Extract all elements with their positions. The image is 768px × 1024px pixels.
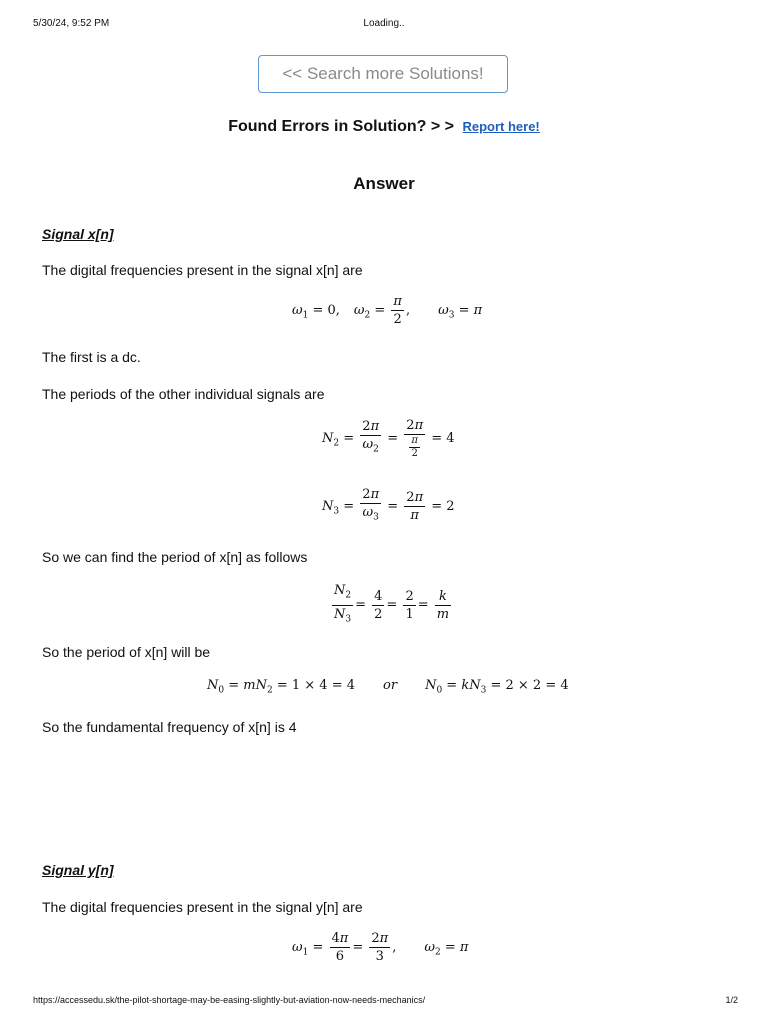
paragraph-x-find-period: So we can find the period of x[n] as follows bbox=[42, 549, 308, 565]
section-title-signal-x: Signal x[n] bbox=[42, 226, 114, 242]
paragraph-x-periods: The periods of the other individual signals are bbox=[42, 386, 325, 402]
paragraph-x-dc: The first is a dc. bbox=[42, 349, 141, 365]
paragraph-x-fundamental: So the fundamental frequency of x[n] is 4 bbox=[42, 719, 297, 735]
page-number: 1/2 bbox=[725, 995, 738, 1005]
found-errors-text: Found Errors in Solution? > > bbox=[228, 118, 455, 135]
equation-y-frequencies: $\omega_1$ = $\frac{4\pi}{6}$ = $\frac{2\pi}{3}$ , $\omega_2 = \pi$ bbox=[292, 931, 469, 964]
print-header bbox=[33, 18, 735, 32]
print-url: https://accessedu.sk/the-pilot-shortage-may-be-easing-slightly-but-aviation-now-needs-mechanics/ bbox=[33, 995, 426, 1005]
search-more-solutions-button[interactable]: << Search more Solutions! bbox=[258, 55, 508, 93]
paragraph-x-frequencies: The digital frequencies present in the signal x[n] are bbox=[42, 262, 363, 278]
section-title-signal-y: Signal y[n] bbox=[42, 862, 114, 878]
print-title: Loading.. bbox=[363, 18, 405, 29]
equation-n3: $N_3$ = $\frac{2\pi}{\omega_3}$ = $\frac{2\pi}{\pi}$ = 2 bbox=[322, 487, 455, 523]
print-datetime: 5/30/24, 9:52 PM bbox=[33, 18, 110, 29]
report-here-link[interactable]: Report here! bbox=[462, 119, 540, 134]
paragraph-y-frequencies: The digital frequencies present in the signal y[n] are bbox=[42, 899, 363, 915]
equation-x-frequencies: $\omega_1 = 0$, $\omega_2$ = $\frac{\pi}{2}$ , $\omega_3 = \pi$ bbox=[292, 294, 483, 327]
answer-heading: Answer bbox=[353, 174, 415, 193]
found-errors-line bbox=[0, 118, 768, 136]
paragraph-x-period-will-be: So the period of x[n] will be bbox=[42, 644, 211, 660]
equation-ratio: $\frac{N_2}{N_3}$ = $\frac{4}{2}$ = $\frac{2}{1}$ = $\frac{k}{m}$ bbox=[334, 583, 450, 625]
equation-n0: $N_0 = mN_2 = 1 \times 4 = 4$ or $N_0 = kN_3 = 2 \times 2 = 4$ bbox=[207, 678, 569, 696]
print-footer bbox=[33, 995, 738, 1009]
equation-n2: $N_2$ = $\frac{2\pi}{\omega_2}$ = $\frac{2\pi}{\frac{\pi}{2}}$ = 4 bbox=[322, 418, 455, 459]
